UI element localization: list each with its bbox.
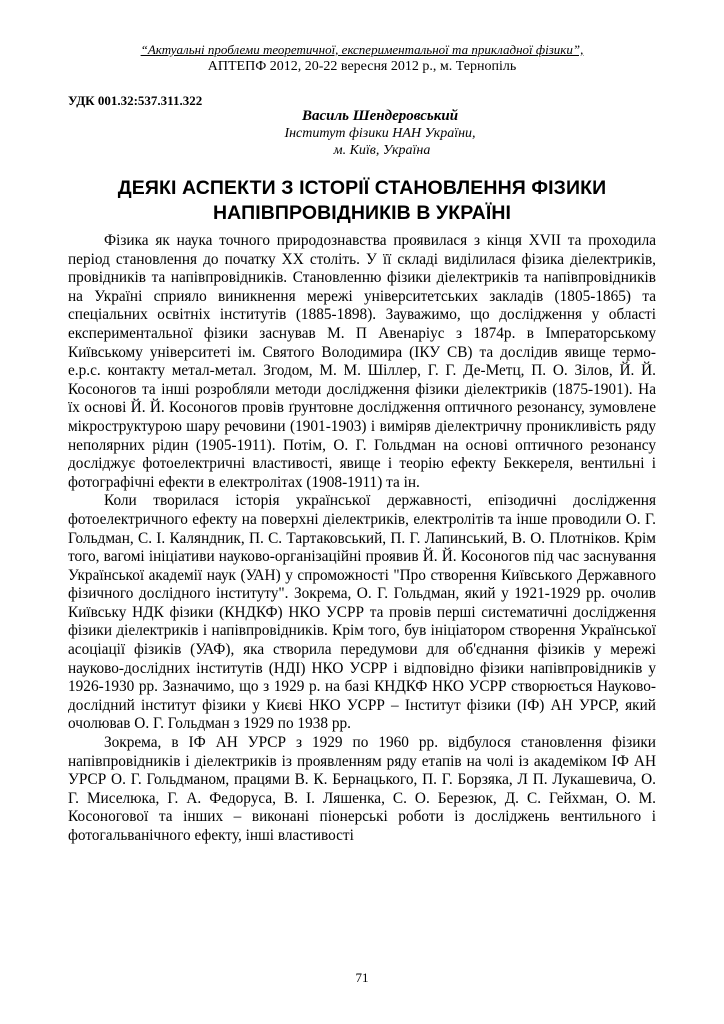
author-affiliation: Інститут фізики НАН України, (284, 126, 476, 141)
conference-header (0, 42, 724, 58)
paragraph: Зокрема, в ІФ АН УРСР з 1929 по 1960 рр. відбулося становлення фізики напівпровідників і діелектриків із проявленням ряду етапів на чолі із академіком ІФ АН УРСР О. Г. Гольдманом, працями В. К. Бернацького, П. Г. Борзяка, Л П. Лукашевича, О. Г. Миселюка, Г. А. Федоруса, В. І. Ляшенка, С. О. Березюк, Д. С. Гейхман, О. М. Косоногової та інших – виконані піонерські роботи із досліджень вентильного і фотогальванічного ефекту, інші властивості (68, 734, 656, 844)
paragraph: Фізика як наука точного природознавства проявилася з кінця XVII та проходила період становлення до початку XX століть. У її складі виділилася фізика діелектриків, провідників та напівпровідників. Становленню фізики діелектриків та напівпровідників на Україні сприяло виникнення мережі університетських закладів (1805-1865) та спеціальних освітніх інститутів (1885-1898). Зауважимо, що дослідження у області експериментальної фізики заснував М. П Авенаріус з 1874р. в Імператорському Київському університеті ім. Святого Володимира (ІКУ СВ) та дослідив явище термо-е.р.с. контакту метал-метал. Згодом, М. М. Шіллер, Г. Г. Де-Метц, П. О. Зілов, Й. Й. Косоногов та інші розробляли методи дослідження фізики діелектриків (1875-1901). На їх основі Й. Й. Косоногов провів ґрунтовне дослідження оптичного резонансу, зумовлене мікроструктурою шару речовини (1901-1903) і виміряв діелектричну проникливість ряду неполярних рідин (1905-1911). Потім, О. Г. Гольдман на основі оптичного резонансу досліджує фотоелектричні властивості, явище і теорію ефекту Беккереля, вентильні і фотографічні ефекти в електролітах (1908-1911) та ін. (68, 232, 656, 491)
page-number: 71 (355, 970, 369, 985)
paper-title: ДЕЯКІ АСПЕКТИ З ІСТОРІЇ СТАНОВЛЕННЯ ФІЗИКИ НАПІВПРОВІДНИКІВ В УКРАЇНІ (117, 177, 607, 224)
udk-code: УДК 001.32:537.311.322 (68, 93, 203, 108)
paper-body (68, 232, 656, 846)
author-name: Василь Шендеровський (301, 108, 459, 124)
author-block (0, 108, 724, 159)
author-location: м. Київ, Україна (333, 143, 431, 158)
paragraph: Коли творилася історія української державності, епізодичні дослідження фотоелектричного ефекту на поверхні діелектриків, електролітів та інше проводили О. Г. Гольдман, С. І. Каляндник, П. С. Тартаковський, П. Г. Лапинський, В. О. Плотніков. Крім того, вагомі ініціативи науково-організаційні проявив Й. Й. Косоногов під час заснування Української академії наук (УАН) у спроможності "Про створення Київського Державного фізичного дослідного інституту". Зокрема, О. Г. Гольдман, який у 1921-1929 рр. очолив Київську НДК фізики (КНДКФ) НКО УСРР та провів перші систематичні дослідження фізики діелектриків і напівпровідників. Крім того, був ініціатором створення Української асоціації фізиків (УАФ), яка створила передумови для об'єднання фізиків у мережі науково-дослідних інститутів (НДІ) НКО УСРР і відповідно фізики напівпровідників у 1926-1930 рр. Зазначимо, що з 1929 р. на базі КНДКФ НКО УСРР створюється Науково-дослідний інститут фізики у Києві НКО УСРР – Інститут фізики (ІФ) АН УРСР, який очолював О. Г. Гольдман з 1929 по 1938 рр. (68, 492, 656, 733)
conference-event: АПТЕПФ 2012, 20-22 вересня 2012 р., м. Тернопіль (207, 59, 517, 74)
conference-title: “Актуальні проблеми теоретичної, експериментальної та прикладної фізики”, (140, 42, 584, 57)
